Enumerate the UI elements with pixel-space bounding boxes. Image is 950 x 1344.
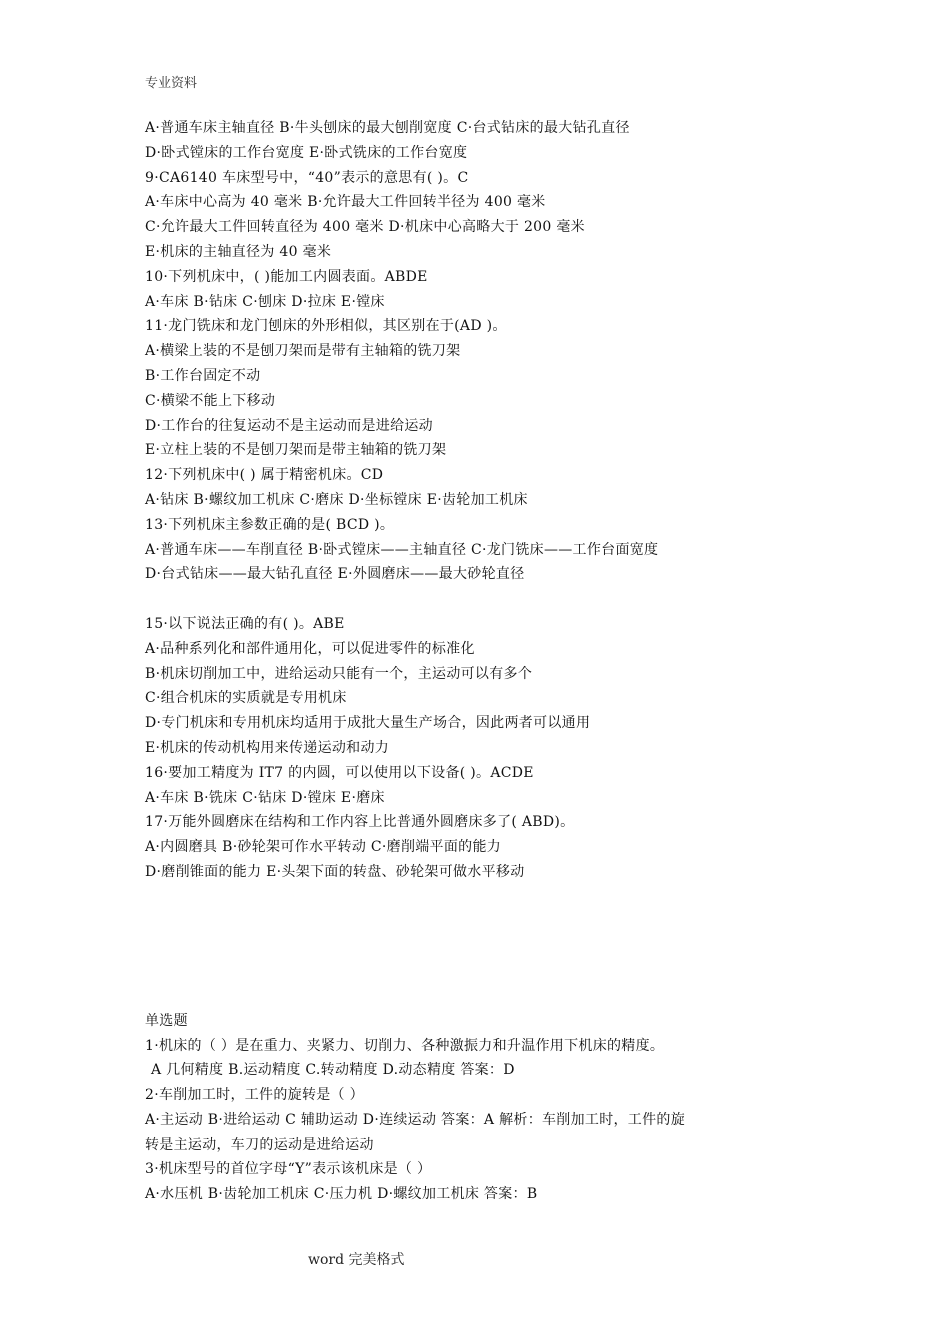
text-line: 9·CA6140 车床型号中，“40”表示的意思有( )。C: [145, 169, 469, 186]
text-line: E·立柱上装的不是刨刀架而是带主轴箱的铣刀架: [145, 442, 447, 459]
text-line: A·普通车床——车削直径 B·卧式镗床——主轴直径 C·龙门铣床——工作台面宽度: [145, 541, 659, 558]
paragraph-gap: [145, 587, 825, 612]
document-body: [145, 116, 825, 1207]
section-title: 单选题: [145, 1012, 188, 1029]
page-header: 专业资料: [145, 76, 198, 91]
text-line: B·机床切削加工中，进给运动只能有一个，主运动可以有多个: [145, 665, 533, 682]
text-line: A·钻床 B·螺纹加工机床 C·磨床 D·坐标镗床 E·齿轮加工机床: [145, 491, 528, 508]
text-line: 12·下列机床中( ) 属于精密机床。CD: [145, 467, 384, 484]
text-line: A·车床 B·铣床 C·钻床 D·镗床 E·磨床: [145, 789, 385, 806]
text-line: 转是主运动，车刀的运动是进给运动: [145, 1136, 374, 1153]
text-line: A·车床中心高为 40 毫米 B·允许最大工件回转半径为 400 毫米: [145, 194, 546, 211]
text-line: 10·下列机床中，( )能加工内圆表面。ABDE: [145, 268, 428, 285]
text-line: A·主运动 B·进给运动 C 辅助运动 D·连续运动 答案：A 解析：车削加工时，工件的旋: [145, 1111, 685, 1128]
text-line: 2·车削加工时，工件的旋转是（ ）: [145, 1087, 364, 1104]
section-gap: [145, 885, 825, 1009]
text-line: E·机床的传动机构用来传递运动和动力: [145, 739, 390, 756]
text-line: E·机床的主轴直径为 40 毫米: [145, 243, 332, 260]
text-line: 11·龙门铣床和龙门刨床的外形相似，其区别在于(AD )。: [145, 318, 507, 335]
text-line: A 几何精度 B.运动精度 C.转动精度 D.动态精度 答案：D: [151, 1062, 515, 1079]
text-line: 13·下列机床主参数正确的是( BCD )。: [145, 516, 395, 533]
text-line: 3·机床型号的首位字母“Y”表示该机床是（ ）: [145, 1161, 432, 1178]
text-line: A·普通车床主轴直径 B·牛头刨床的最大刨削宽度 C·台式钻床的最大钻孔直径: [145, 120, 630, 136]
text-line: 16·要加工精度为 IT7 的内圆，可以使用以下设备( )。ACDE: [145, 764, 534, 781]
text-line: A·内圆磨具 B·砂轮架可作水平转动 C·磨削端平面的能力: [145, 839, 502, 856]
text-line: 1·机床的（ ）是在重力、夹紧力、切削力、各种激振力和升温作用下机床的精度。: [145, 1037, 665, 1054]
text-line: D·卧式镗床的工作台宽度 E·卧式铣床的工作台宽度: [145, 144, 468, 161]
text-line: A·横梁上装的不是刨刀架而是带有主轴箱的铣刀架: [145, 343, 461, 360]
page-footer: word 完美格式: [308, 1252, 405, 1268]
single-choice-section: [145, 1009, 825, 1207]
text-line: C·组合机床的实质就是专用机床: [145, 690, 347, 707]
text-line: A·车床 B·钻床 C·刨床 D·拉床 E·镗床: [145, 293, 385, 310]
text-line: A·品种系列化和部件通用化，可以促进零件的标准化: [145, 640, 475, 657]
text-line: B·工作台固定不动: [145, 367, 261, 384]
text-line: D·磨削锥面的能力 E·头架下面的转盘、砂轮架可做水平移动: [145, 863, 525, 880]
text-line: D·专门机床和专用机床均适用于成批大量生产场合，因此两者可以通用: [145, 715, 591, 732]
text-line: D·台式钻床——最大钻孔直径 E·外圆磨床——最大砂轮直径: [145, 566, 525, 583]
text-line: C·允许最大工件回转直径为 400 毫米 D·机床中心高略大于 200 毫米: [145, 219, 585, 236]
text-line: D·工作台的往复运动不是主运动而是进给运动: [145, 417, 433, 434]
text-line: C·横梁不能上下移动: [145, 392, 276, 409]
text-line: 17·万能外圆磨床在结构和工作内容上比普通外圆磨床多了( ABD)。: [145, 814, 575, 831]
question-block-2: [145, 612, 825, 885]
text-line: 15·以下说法正确的有( )。ABE: [145, 615, 345, 632]
question-block-1: [145, 116, 825, 587]
text-line: A·水压机 B·齿轮加工机床 C·压力机 D·螺纹加工机床 答案：B: [145, 1186, 538, 1203]
